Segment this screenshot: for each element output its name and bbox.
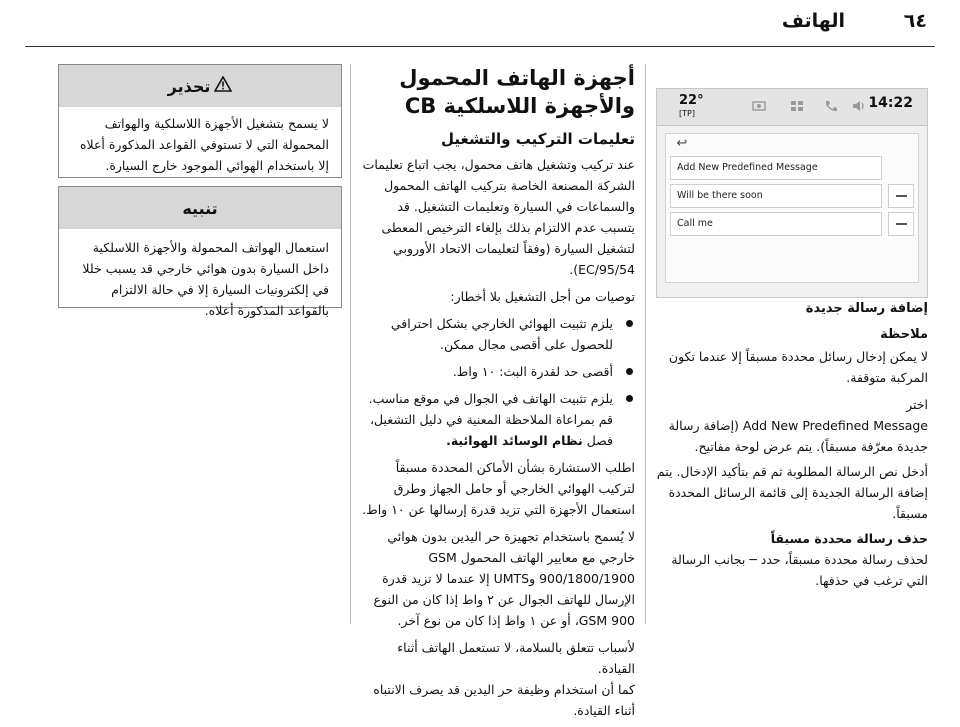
- bullet-icon: [626, 320, 633, 327]
- page-number: ٦٤: [903, 10, 927, 32]
- section-title: أجهزة الهاتف المحمول والأجهزة اللاسلكية CB: [399, 66, 635, 118]
- delete-title: حذف رسالة محددة مسبقاً: [770, 531, 928, 546]
- paragraph-safety: لأسباب تتعلق بالسلامة، لا تستعمل الهاتف أثناء القيادة.: [397, 640, 635, 676]
- message-row[interactable]: Call me: [670, 212, 882, 236]
- grid-icon: [789, 99, 805, 113]
- section-subtitle: تعليمات التركيب والتشغيل: [441, 130, 635, 148]
- enter-text-instruction: أدخل نص الرسالة المطلوبة ثم قم بتأكيد الإدخال. يتم إضافة الرسالة الجديدة إلى قائمة الرسائل المحددة مسبقاً.: [656, 464, 928, 521]
- warning-title: تحذير: [167, 76, 211, 96]
- speaker-icon: [851, 99, 867, 113]
- caution-header: تنبيه: [59, 187, 341, 229]
- caution-body: استعمال الهواتف المحمولة والأجهزة اللاسلكية داخل السيارة بدون هوائي خارجي قد يسبب خللا في إلكترونيات السيارة إلا في حالة الالتزام بالقواعد المذكورة أعلاه.: [82, 240, 329, 318]
- tp-indicator: [TP]: [679, 109, 695, 118]
- figure-caption: إضافة رسالة جديدة: [805, 301, 928, 316]
- list-item: أقصى حد لقدرة البث: ١٠ واط.: [360, 361, 635, 382]
- column-divider-left: [350, 64, 351, 624]
- select-word: اختر: [906, 397, 928, 412]
- delete-message-button[interactable]: [888, 212, 914, 236]
- warning-body: لا يسمح بتشغيل الأجهزة اللاسلكية والهواتف المحمولة التي لا تستوفي القواعد المذكورة أعلاه إلا باستخدام الهوائي الموجود خارج السيارة.: [79, 116, 329, 173]
- paragraph-distraction: كما أن استخدام وظيفة حر اليدين قد يصرف الانتباه أثناء القيادة.: [373, 682, 635, 718]
- select-instruction: Add New Predefined Message (إضافة رسالة جديدة معرّفة مسبقاً). يتم عرض لوحة مفاتيح.: [668, 418, 928, 454]
- note-title: ملاحظة: [880, 327, 928, 342]
- phone-icon: [823, 99, 839, 113]
- paragraph-handsfree: لا يُسمح باستخدام تجهيزة حر اليدين بدون هوائي خارجي مع معايير الهاتف المحمول GSM 900/1800/1900 وUMTS إلا عندما لا تزيد قدرة الإرسال للهاتف الجوال عن ٢ واط إذا كان من النوع GSM 900، أو عن ١ واط إذا كان من نوع آخر.: [373, 529, 635, 628]
- list-item: يلزم تثبيت الهوائي الخارجي بشكل احترافي للحصول على أقصى مجال ممكن.: [360, 313, 635, 355]
- paragraph-recommendations: توصيات من أجل التشغيل بلا أخطار:: [450, 289, 635, 304]
- music-icon: [751, 99, 767, 113]
- clock: 14:22: [868, 95, 913, 111]
- warning-icon: [214, 76, 232, 96]
- header-rule: [25, 46, 935, 47]
- running-header-title: الهاتف: [781, 10, 845, 32]
- delete-instruction: لحذف رسالة محددة مسبقاً، حدد ─ بجانب الرسالة التي ترغب في حذفها.: [671, 552, 928, 588]
- back-arrow-icon[interactable]: ↩: [676, 136, 688, 151]
- bullet-icon: [626, 368, 633, 375]
- paragraph-antenna: اطلب الاستشارة بشأن الأماكن المحددة مسبقاً لتركيب الهوائي الخارجي أو حامل الجهاز وطرق استعمال الأجهزة التي تزيد قدرة إرسالها عن ١٠ واط.: [362, 460, 635, 517]
- minus-icon: [896, 223, 907, 225]
- bullet-icon: [626, 395, 633, 402]
- recommendation-list: [360, 313, 635, 451]
- right-column: [646, 298, 928, 591]
- minus-icon: [896, 195, 907, 197]
- warning-header: [59, 65, 341, 107]
- status-bar: [657, 89, 927, 126]
- message-panel: [665, 133, 919, 283]
- airbag-reference: نظام الوسائد الهوائية.: [446, 433, 583, 448]
- message-row[interactable]: Will be there soon: [670, 184, 882, 208]
- add-message-row[interactable]: Add New Predefined Message: [670, 156, 882, 180]
- caution-box: [58, 186, 342, 318]
- middle-column: [360, 64, 635, 727]
- note-body: لا يمكن إدخال رسائل محددة مسبقاً إلا عندما تكون المركبة متوقفة.: [668, 349, 928, 385]
- paragraph-installation: عند تركيب وتشغيل هاتف محمول، يجب اتباع تعليمات الشركة المصنعة الخاصة بتركيب الهاتف المحمول والسماعات في السيارة وتعليمات التشغيل. قد يتسبب عدم الالتزام بذلك بإلغاء الترخيص المعطى لتشغيل السيارة (وفقاً لتعليمات الاتحاد الأوروبي 95/54/EC).: [362, 157, 635, 277]
- infotainment-screenshot: [656, 88, 928, 298]
- list-item: يلزم تثبيت الهاتف في الجوال في موقع مناسب. قم بمراعاة الملاحظة المعنية في دليل التشغيل، فصل نظام الوسائد الهوائية.: [360, 388, 635, 451]
- warning-box: [58, 64, 342, 178]
- delete-message-button[interactable]: [888, 184, 914, 208]
- temperature: 22°: [679, 93, 704, 108]
